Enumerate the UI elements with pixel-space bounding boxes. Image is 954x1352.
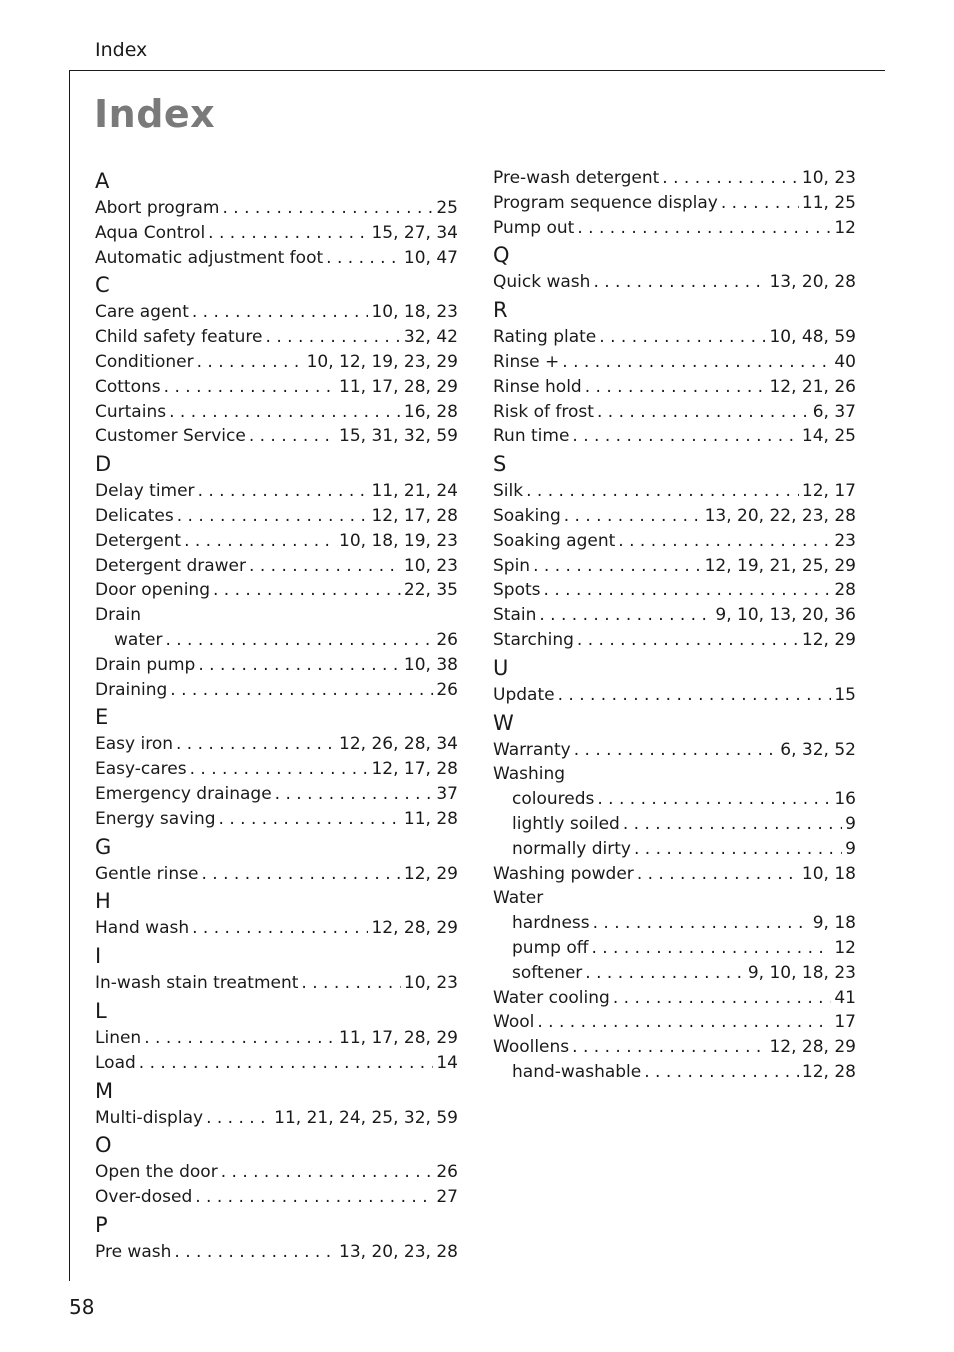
- entry-term: Pump out: [493, 217, 575, 238]
- index-entry: [95, 350, 458, 375]
- entry-term: Soaking agent: [493, 530, 616, 551]
- index-entry: [95, 529, 458, 554]
- index-entry: [95, 554, 458, 579]
- index-entry: [493, 216, 856, 241]
- section-letter: U: [493, 655, 509, 680]
- dot-leader: [572, 1035, 766, 1060]
- entry-term: Drain: [95, 605, 141, 626]
- index-entry: [95, 916, 458, 941]
- entry-term: Washing: [493, 764, 566, 785]
- dot-leader: [562, 350, 831, 375]
- entry-term: Easy iron: [95, 734, 173, 755]
- entry-term: Rinse hold: [493, 376, 582, 397]
- index-entry: [493, 886, 856, 911]
- section-letter: S: [493, 452, 507, 477]
- dot-leader: [139, 1051, 434, 1076]
- index-entry: [493, 683, 856, 708]
- entry-term: Automatic adjustment foot: [95, 247, 324, 268]
- dot-leader: [176, 732, 336, 757]
- dot-leader: [591, 936, 831, 961]
- entry-term: Over-dosed: [95, 1187, 193, 1208]
- dot-leader: [169, 400, 401, 425]
- entry-term: Wool: [493, 1012, 535, 1033]
- dot-leader: [249, 554, 401, 579]
- section-letter: E: [95, 705, 109, 730]
- section-letter: O: [95, 1133, 112, 1158]
- entry-pages: 17: [834, 1012, 856, 1033]
- entry-pages: 12, 21, 26: [769, 376, 856, 397]
- entry-pages: 12, 28, 29: [371, 918, 458, 939]
- entry-pages: 10, 23: [403, 555, 458, 576]
- section-letter: G: [95, 834, 112, 859]
- dot-leader: [623, 812, 842, 837]
- entry-pages: 15, 31, 32, 59: [339, 426, 458, 447]
- entry-pages: 10, 38: [403, 654, 458, 675]
- dot-leader: [219, 807, 401, 832]
- entry-term: Water: [493, 888, 544, 909]
- entry-pages: 13, 20, 23, 28: [339, 1241, 458, 1262]
- entry-pages: 12: [834, 217, 856, 238]
- index-entry: [493, 350, 856, 375]
- entry-pages: 13, 20, 22, 23, 28: [704, 505, 856, 526]
- entry-pages: 14: [436, 1052, 458, 1073]
- index-entry: [95, 971, 458, 996]
- dot-leader: [195, 1185, 433, 1210]
- entry-pages: 22, 35: [403, 580, 458, 601]
- dot-leader: [577, 216, 831, 241]
- dot-leader: [301, 971, 401, 996]
- entry-term: Drain pump: [95, 654, 196, 675]
- entry-term: Aqua Control: [95, 222, 206, 243]
- dot-leader: [190, 757, 369, 782]
- entry-pages: 6, 32, 52: [780, 739, 856, 760]
- dot-leader: [326, 246, 401, 271]
- dot-leader: [208, 221, 368, 246]
- entry-term: Soaking: [493, 505, 561, 526]
- entry-term: Pre-wash detergent: [493, 168, 660, 188]
- dot-leader: [249, 424, 336, 449]
- entry-term: Hand wash: [95, 918, 190, 939]
- entry-term: Rating plate: [493, 327, 597, 348]
- entry-pages: 9, 18: [812, 913, 856, 934]
- index-entry: [95, 196, 458, 221]
- entry-pages: 13, 20, 28: [769, 272, 856, 293]
- dot-leader: [170, 678, 433, 703]
- entry-term: lightly soiled: [512, 813, 620, 834]
- dot-leader: [165, 628, 433, 653]
- index-entry: [95, 246, 458, 271]
- entry-term: Program sequence display: [493, 192, 718, 213]
- dot-leader: [644, 1060, 799, 1085]
- entry-pages: 32, 42: [403, 327, 458, 348]
- section-letter: C: [95, 273, 110, 298]
- index-entry: [493, 325, 856, 350]
- index-entry: [95, 300, 458, 325]
- index-entry: [493, 424, 856, 449]
- entry-pages: 10, 18, 23: [371, 302, 458, 323]
- index-entry: [493, 628, 856, 653]
- dot-leader: [174, 1240, 336, 1265]
- entry-term: Emergency drainage: [95, 783, 272, 804]
- index-entry: [95, 504, 458, 529]
- entry-pages: 12, 28: [801, 1061, 856, 1082]
- index-entry: [493, 529, 856, 554]
- dot-leader: [597, 400, 810, 425]
- entry-pages: 12, 17, 28: [371, 759, 458, 780]
- index-subentry: [493, 787, 856, 812]
- index-entry: [493, 578, 856, 603]
- entry-pages: 41: [834, 987, 856, 1008]
- entry-term: Open the door: [95, 1162, 218, 1183]
- dot-leader: [275, 782, 434, 807]
- entry-pages: 16, 28: [403, 401, 458, 422]
- entry-pages: 11, 25: [801, 192, 856, 213]
- dot-leader: [599, 325, 766, 350]
- entry-pages: 10, 23: [403, 973, 458, 994]
- entry-pages: 11, 28: [403, 808, 458, 829]
- section-letter: L: [95, 998, 107, 1023]
- section-letter: A: [95, 169, 110, 193]
- entry-pages: 12, 26, 28, 34: [339, 734, 458, 755]
- section-letter: Q: [493, 243, 510, 268]
- entry-term: Run time: [493, 426, 570, 447]
- entry-pages: 10, 47: [403, 247, 458, 268]
- dot-leader: [564, 504, 702, 529]
- entry-term: hardness: [512, 913, 590, 934]
- dot-leader: [539, 603, 712, 628]
- entry-pages: 11, 21, 24: [371, 481, 458, 502]
- index-entry: [95, 1185, 458, 1210]
- entry-term: Detergent drawer: [95, 555, 247, 576]
- entry-term: Woollens: [493, 1037, 570, 1058]
- header-rule: [69, 70, 885, 71]
- entry-term: Washing powder: [493, 863, 634, 884]
- entry-term: Spots: [493, 580, 541, 601]
- index-subentry: [95, 628, 458, 653]
- index-entry: [95, 221, 458, 246]
- dot-leader: [593, 270, 766, 295]
- entry-term: Delicates: [95, 505, 174, 526]
- dot-leader: [144, 1026, 336, 1051]
- index-column-right: [493, 166, 856, 1085]
- index-entry: [493, 504, 856, 529]
- dot-leader: [721, 191, 799, 216]
- index-entry: [95, 479, 458, 504]
- index-subentry: [493, 961, 856, 986]
- entry-term: Door opening: [95, 580, 210, 601]
- dot-leader: [544, 578, 832, 603]
- dot-leader: [266, 325, 401, 350]
- index-entry: [95, 862, 458, 887]
- index-entry: [493, 554, 856, 579]
- entry-pages: 12, 17: [801, 481, 856, 502]
- dot-leader: [206, 1106, 271, 1131]
- section-letter: W: [493, 710, 514, 735]
- section-letter: P: [95, 1212, 108, 1237]
- dot-leader: [164, 375, 336, 400]
- dot-leader: [221, 1160, 434, 1185]
- entry-term: Curtains: [95, 401, 167, 422]
- entry-term: Rinse +: [493, 351, 560, 372]
- entry-term: Update: [493, 684, 555, 705]
- entry-pages: 9, 10, 13, 20, 36: [715, 605, 856, 626]
- entry-term: Quick wash: [493, 272, 591, 293]
- dot-leader: [198, 479, 369, 504]
- entry-pages: 12, 19, 21, 25, 29: [704, 555, 856, 576]
- dot-leader: [662, 166, 799, 191]
- entry-pages: 10, 12, 19, 23, 29: [306, 351, 458, 372]
- dot-leader: [574, 738, 778, 763]
- entry-term: Delay timer: [95, 481, 195, 502]
- entry-term: Energy saving: [95, 808, 216, 829]
- index-column-left: [95, 166, 458, 1265]
- entry-term: Risk of frost: [493, 401, 594, 422]
- dot-leader: [593, 911, 810, 936]
- dot-leader: [192, 916, 368, 941]
- index-entry: [493, 738, 856, 763]
- entry-pages: 23: [834, 530, 856, 551]
- section-letter: H: [95, 889, 111, 914]
- index-entry: [493, 603, 856, 628]
- entry-term: softener: [512, 962, 583, 983]
- index-entry: [95, 653, 458, 678]
- dot-leader: [585, 961, 745, 986]
- dot-leader: [637, 862, 799, 887]
- entry-pages: 40: [834, 351, 856, 372]
- dot-leader: [533, 554, 702, 579]
- index-entry: [95, 603, 458, 628]
- index-entry: [95, 325, 458, 350]
- dot-leader: [177, 504, 369, 529]
- entry-pages: 6, 37: [812, 401, 856, 422]
- index-entry: [493, 862, 856, 887]
- entry-term: Care agent: [95, 302, 189, 323]
- index-subentry: [493, 936, 856, 961]
- entry-term: Silk: [493, 481, 524, 502]
- dot-leader: [597, 787, 831, 812]
- index-entry: [95, 578, 458, 603]
- index-subentry: [493, 812, 856, 837]
- index-entry: [493, 166, 856, 191]
- dot-leader: [634, 837, 842, 862]
- index-entry: [493, 479, 856, 504]
- entry-pages: 28: [834, 580, 856, 601]
- entry-pages: 27: [436, 1187, 458, 1208]
- entry-term: Abort program: [95, 198, 220, 218]
- entry-pages: 26: [436, 679, 458, 700]
- index-entry: [95, 1240, 458, 1265]
- index-entry: [95, 678, 458, 703]
- index-entry: [95, 782, 458, 807]
- index-entry: [493, 191, 856, 216]
- entry-pages: 14, 25: [801, 426, 856, 447]
- entry-pages: 15: [834, 684, 856, 705]
- dot-leader: [613, 986, 832, 1011]
- entry-pages: 12, 17, 28: [371, 505, 458, 526]
- index-entry: [95, 732, 458, 757]
- entry-pages: 15, 27, 34: [371, 222, 458, 243]
- entry-term: Gentle rinse: [95, 863, 199, 884]
- dot-leader: [585, 375, 767, 400]
- dot-leader: [201, 862, 400, 887]
- entry-pages: 12, 28, 29: [769, 1037, 856, 1058]
- entry-term: Stain: [493, 605, 537, 626]
- entry-pages: 9: [845, 813, 856, 834]
- dot-leader: [577, 628, 799, 653]
- entry-term: Conditioner: [95, 351, 194, 372]
- entry-pages: 10, 18, 19, 23: [339, 530, 458, 551]
- index-entry: [95, 1160, 458, 1185]
- entry-pages: 10, 48, 59: [769, 327, 856, 348]
- entry-term: Draining: [95, 679, 168, 700]
- entry-term: coloureds: [512, 789, 595, 810]
- dot-leader: [618, 529, 831, 554]
- dot-leader: [558, 683, 832, 708]
- dot-leader: [184, 529, 336, 554]
- entry-pages: 37: [436, 783, 458, 804]
- entry-term: hand-washable: [512, 1061, 642, 1082]
- entry-pages: 11, 17, 28, 29: [339, 1027, 458, 1048]
- entry-term: Pre wash: [95, 1241, 172, 1262]
- entry-term: Water cooling: [493, 987, 610, 1008]
- entry-term: Warranty: [493, 739, 571, 760]
- index-entry: [493, 762, 856, 787]
- index-entry: [493, 400, 856, 425]
- dot-leader: [213, 578, 401, 603]
- entry-term: pump off: [512, 937, 589, 958]
- section-letter: D: [95, 452, 112, 477]
- dot-leader: [197, 350, 304, 375]
- section-letter: M: [95, 1078, 114, 1103]
- entry-term: Customer Service: [95, 426, 246, 447]
- index-entry: [95, 757, 458, 782]
- entry-pages: 10, 18: [801, 863, 856, 884]
- entry-term: Detergent: [95, 530, 182, 551]
- index-entry: [95, 807, 458, 832]
- index-entry: [95, 400, 458, 425]
- entry-pages: 12, 29: [403, 863, 458, 884]
- index-entry: [493, 375, 856, 400]
- entry-term: Load: [95, 1052, 136, 1073]
- entry-term: water: [114, 629, 163, 650]
- index-entry: [493, 1035, 856, 1060]
- index-entry: [95, 424, 458, 449]
- entry-pages: 10, 23: [801, 168, 856, 188]
- index-entry: [493, 270, 856, 295]
- dot-leader: [526, 479, 799, 504]
- entry-term: normally dirty: [512, 838, 631, 859]
- entry-term: Easy-cares: [95, 759, 187, 780]
- index-subentry: [493, 1060, 856, 1085]
- dot-leader: [192, 300, 369, 325]
- entry-term: Cottons: [95, 376, 161, 397]
- entry-pages: 25: [436, 198, 458, 218]
- entry-pages: 11, 17, 28, 29: [339, 376, 458, 397]
- entry-pages: 12: [834, 937, 856, 958]
- index-entry: [95, 1106, 458, 1131]
- entry-term: Multi-display: [95, 1107, 204, 1128]
- dot-leader: [572, 424, 799, 449]
- index-entry: [95, 375, 458, 400]
- entry-term: In-wash stain treatment: [95, 973, 299, 994]
- index-entry: [493, 986, 856, 1011]
- index-subentry: [493, 837, 856, 862]
- page-title: Index: [94, 92, 216, 136]
- entry-pages: 11, 21, 24, 25, 32, 59: [274, 1107, 458, 1128]
- entry-pages: 12, 29: [801, 629, 856, 650]
- index-subentry: [493, 911, 856, 936]
- entry-pages: 9, 10, 18, 23: [747, 962, 856, 983]
- entry-term: Linen: [95, 1027, 142, 1048]
- section-letter: R: [493, 298, 508, 323]
- dot-leader: [537, 1010, 831, 1035]
- margin-rule: [69, 70, 70, 1281]
- entry-pages: 26: [436, 1162, 458, 1183]
- page-number: 58: [69, 1295, 95, 1319]
- entry-term: Child safety feature: [95, 327, 263, 348]
- entry-pages: 26: [436, 629, 458, 650]
- section-letter: I: [95, 944, 102, 969]
- entry-pages: 16: [834, 789, 856, 810]
- running-header-title: Index: [95, 39, 148, 61]
- dot-leader: [222, 196, 433, 221]
- entry-term: Starching: [493, 629, 574, 650]
- index-entry: [493, 1010, 856, 1035]
- index-entry: [95, 1051, 458, 1076]
- dot-leader: [198, 653, 401, 678]
- entry-term: Spin: [493, 555, 531, 576]
- entry-pages: 9: [845, 838, 856, 859]
- index-entry: [95, 1026, 458, 1051]
